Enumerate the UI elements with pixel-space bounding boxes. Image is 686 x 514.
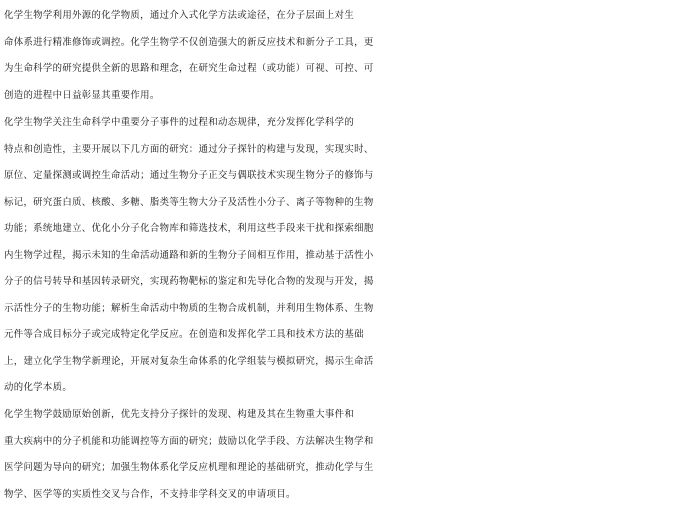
text-line: 上，建立化学生物学新理论，开展对复杂生命体系的化学组装与模拟研究，揭示生命活: [4, 355, 374, 367]
text-line: 元件等合成目标分子或完成特定化学反应。在创造和发挥化学工具和技术方法的基础: [4, 329, 364, 340]
text-line: 命体系进行精准修饰或调控。化学生物学不仅创造强大的新反应技术和新分子工具，更: [4, 36, 374, 48]
paragraph-3: [4, 402, 686, 508]
text-line: 重大疾病中的分子机能和功能调控等方面的研究；鼓励以化学手段、方法解决生物学和: [4, 435, 374, 447]
text-line: 动的化学本质。: [4, 382, 73, 393]
text-line: 创造的进程中日益彰显其重要作用。: [4, 89, 160, 101]
text-line: 医学问题为导向的研究；加强生物体系化学反应机理和理论的基础研究，推动化学与生: [4, 462, 374, 473]
text-line: 为生命科学的研究提供全新的思路和理念，在研究生命过程（或功能）可视、可控、可: [4, 63, 374, 74]
text-line: 化学生物学利用外源的化学物质，通过介入式化学方法或途径，在分子层面上对生: [4, 10, 355, 21]
text-line: 分子的信号转导和基因转录研究，实现药物靶标的鉴定和先导化合物的发现与开发，揭: [4, 276, 374, 287]
text-line: 内生物学过程，揭示未知的生命活动通路和新的生物分子间相互作用，推动基于活性小: [4, 249, 374, 261]
text-line: 标记，研究蛋白质、核酸、多糖、脂类等生物大分子及活性小分子、离子等物种的生物: [4, 196, 374, 208]
paragraph-1: [4, 3, 686, 109]
paragraph-2: [4, 110, 686, 402]
text-line: 物学、医学等的实质性交叉与合作，不支持非学科交叉的申请项目。: [4, 488, 296, 500]
text-line: 原位、定量探测或调控生命活动；通过生物分子正交与偶联技术实现生物分子的修饰与: [4, 170, 374, 181]
text-line: 化学生物学关注生命科学中重要分子事件的过程和动态规律，充分发挥化学科学的: [4, 117, 355, 128]
text-line: 特点和创造性，主要开展以下几方面的研究：通过分子探针的构建与发现，实现实时、: [4, 143, 374, 155]
text-line: 功能；系统地建立、优化小分子化合物库和筛选技术，利用这些手段来干扰和探索细胞: [4, 223, 374, 234]
text-line: 示活性分子的生物功能；解析生命活动中物质的生物合成机制，并利用生物体系、生物: [4, 302, 374, 314]
text-line: 化学生物学鼓励原始创新，优先支持分子探针的发现、构建及其在生物重大事件和: [4, 409, 355, 420]
